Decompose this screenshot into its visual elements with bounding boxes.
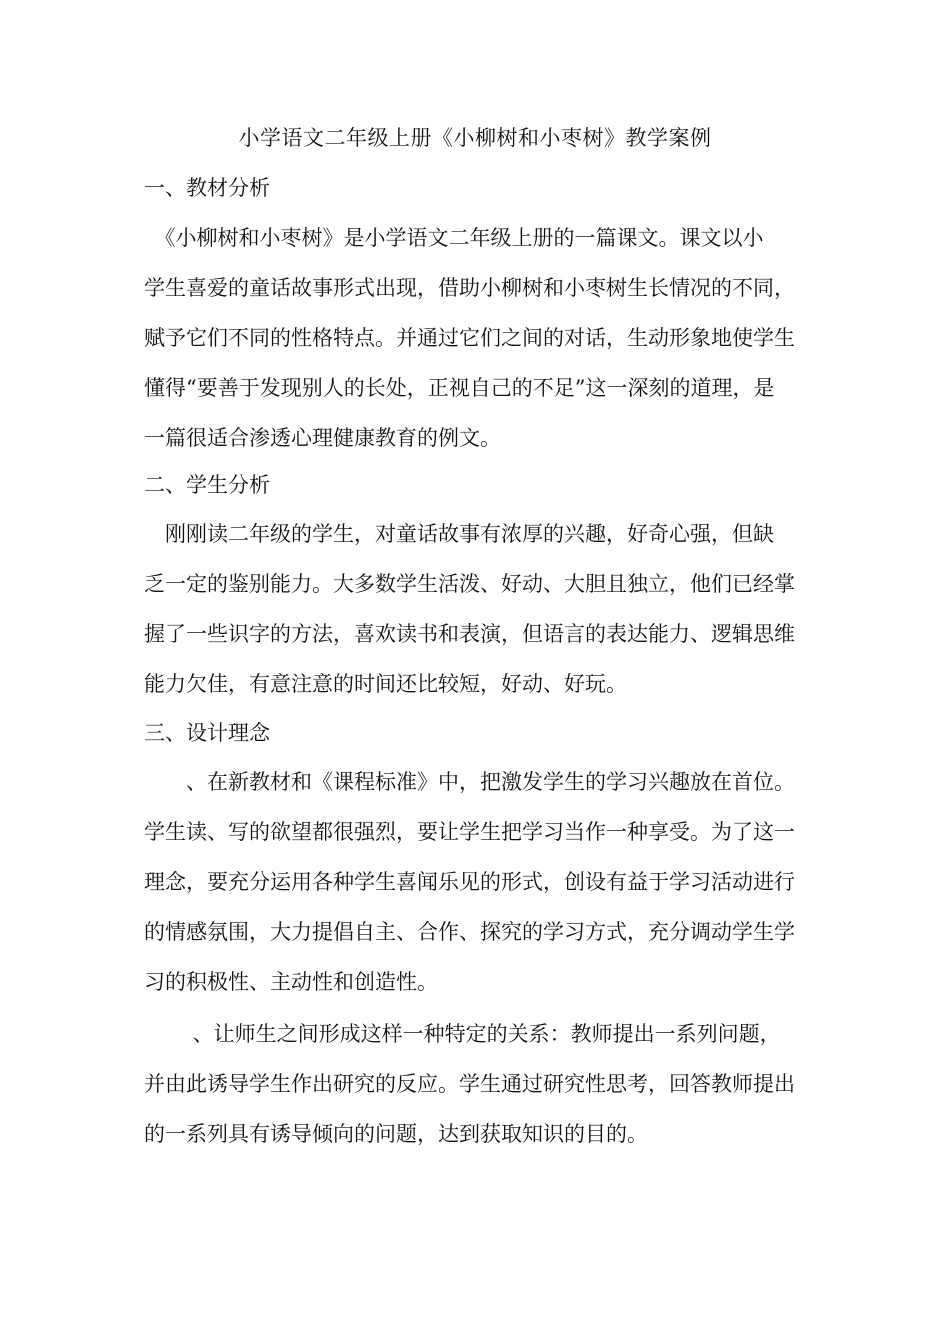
section-heading-design-concept: 三、设计理念 [144,721,270,745]
paragraph-line: 、让师生之间形成这样一种特定的关系：教师提出一系列问题， [144,1022,781,1046]
paragraph-line: 能力欠佳，有意注意的时间还比较短，好动、好玩。 [144,672,627,696]
section-heading-textbook-analysis: 一、教材分析 [144,176,270,200]
paragraph-line: 学生读、写的欲望都很强烈，要让学生把学习当作一种享受。为了这一 [144,820,795,844]
paragraph-line: 并由此诱导学生作出研究的反应。学生通过研究性思考，回答教师提出 [144,1072,795,1096]
section-heading-student-analysis: 二、学生分析 [144,473,270,497]
paragraph-line: 学生喜爱的童话故事形式出现，借助小柳树和小枣树生长情况的不同， [144,276,795,300]
paragraph-line: 乏一定的鉴别能力。大多数学生活泼、好动、大胆且独立，他们已经掌 [144,572,795,596]
paragraph-design-concept-2 [144,1009,810,1159]
document-title: 小学语文二年级上册《小柳树和小枣树》教学案例 [238,126,712,150]
paragraph-line: 《小柳树和小枣树》是小学语文二年级上册的一篇课文。课文以小 [144,226,764,250]
paragraph-line: 、在新教材和《课程标准》中，把激发学生的学习兴趣放在首位。 [144,770,795,794]
paragraph-line: 的情感氛围，大力提倡自主、合作、探究的学习方式，充分调动学生学 [144,920,795,944]
paragraph-line: 握了一些识字的方法，喜欢读书和表演，但语言的表达能力、逻辑思维 [144,622,795,646]
paragraph-line: 理念，要充分运用各种学生喜闻乐见的形式，创设有益于学习活动进行 [144,870,795,894]
paragraph-line: 的一系列具有诱导倾向的问题，达到获取知识的目的。 [144,1122,648,1146]
paragraph-line: 刚刚读二年级的学生，对童话故事有浓厚的兴趣，好奇心强，但缺 [144,522,774,546]
paragraph-line: 赋予它们不同的性格特点。并通过它们之间的对话，生动形象地使学生 [144,326,795,350]
paragraph-textbook-analysis [144,213,810,463]
paragraph-line: 一篇很适合渗透心理健康教育的例文。 [144,426,501,450]
paragraph-student-analysis [144,509,810,709]
paragraph-line: 懂得“要善于发现别人的长处，正视自己的不足”这一深刻的道理，是 [144,376,775,400]
paragraph-line: 习的积极性、主动性和创造性。 [144,970,438,994]
paragraph-design-concept-1 [144,757,810,1007]
